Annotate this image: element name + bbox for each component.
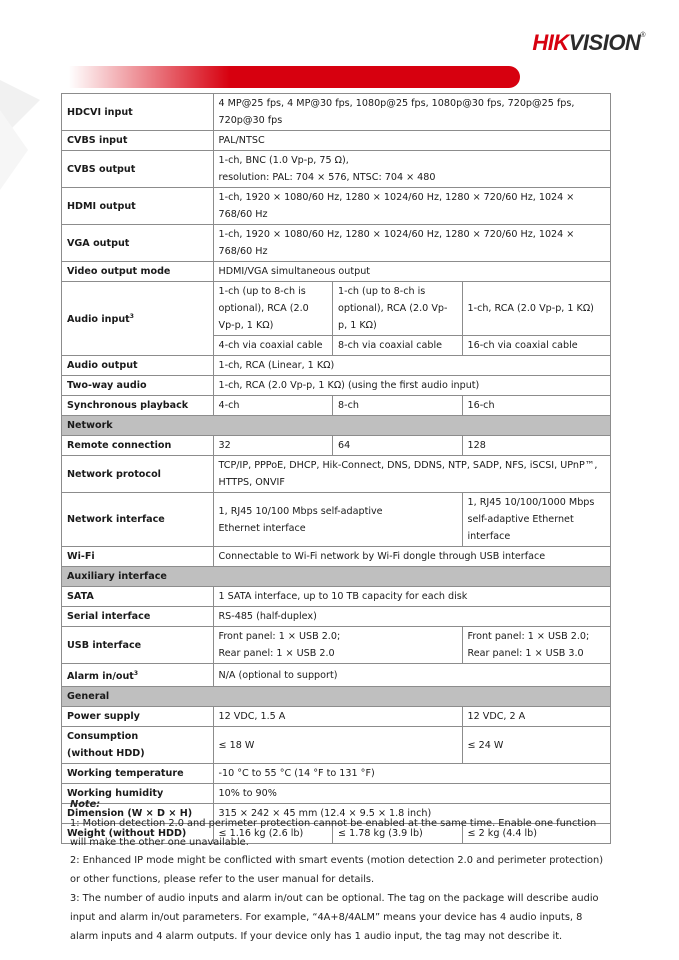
row-value: -10 °C to 55 °C (14 °F to 131 °F) [213,764,611,784]
row-value: 1-ch, RCA (Linear, 1 KΩ) [213,356,611,376]
row-label: Two-way audio [62,376,214,396]
table-row [62,764,611,784]
table-row [62,436,611,456]
row-value: 4-ch [213,396,333,416]
header-banner [0,66,520,88]
row-value: RS-485 (half-duplex) [213,607,611,627]
table-row [62,396,611,416]
row-value: N/A (optional to support) [213,664,611,687]
row-value: TCP/IP, PPPoE, DHCP, Hik-Connect, DNS, DDNS, NTP, SADP, NFS, iSCSI, UPnP™, HTTPS, ONVIF [213,456,611,493]
row-value: 64 [333,436,462,456]
row-value: 8-ch via coaxial cable [333,336,462,356]
note-item: 2: Enhanced IP mode might be conflicted with smart events (motion detection 2.0 and perimeter protection) or other functions, please refer to the user manual for details. [70,855,604,886]
row-value: 1-ch, BNC (1.0 Vp-p, 75 Ω), resolution: PAL: 704 × 576, NTSC: 704 × 480 [213,151,611,188]
row-value: 1-ch, RCA (2.0 Vp-p, 1 KΩ) [462,282,610,336]
table-row [62,262,611,282]
row-value: 4-ch via coaxial cable [213,336,333,356]
row-value: 1-ch (up to 8-ch is optional), RCA (2.0 Vp-p, 1 KΩ) [213,282,333,336]
note-item: 3: The number of audio inputs and alarm in/out can be optional. The tag on the package will describe audio input and alarm in/out parameters. For example, “4A+8/4ALM” means your device has 4 audio inputs, 8 alarm inputs and 4 alarm outputs. If your device only has 1 audio input, the tag may not describe it. [70,892,599,942]
row-value: 1, RJ45 10/100/1000 Mbps self-adaptive Ethernet interface [462,493,610,547]
row-value: PAL/NTSC [213,131,611,151]
row-label: CVBS input [62,131,214,151]
hikvision-logo: HIKVISION® [532,30,645,55]
row-value: 1, RJ45 10/100 Mbps self-adaptive Ethernet interface [213,493,462,547]
row-label: Video output mode [62,262,214,282]
table-row [62,282,611,336]
row-value: ≤ 18 W [213,727,462,764]
row-value: 1 SATA interface, up to 10 TB capacity for each disk [213,587,611,607]
note-item: 1: Motion detection 2.0 and perimeter protection cannot be enabled at the same time. Enable one function will make the other one unavailable. [70,817,597,848]
section-header [62,416,611,436]
row-value: 1-ch (up to 8-ch is optional), RCA (2.0 Vp-p, 1 KΩ) [333,282,462,336]
row-label: HDMI output [62,188,214,225]
row-value: ≤ 24 W [462,727,610,764]
table-row [62,587,611,607]
section-title: Auxiliary interface [62,567,611,587]
row-label: Working humidity [62,784,214,804]
row-value: 12 VDC, 2 A [462,707,610,727]
table-row [62,664,611,687]
table-row [62,376,611,396]
table-row [62,493,611,547]
row-label: Audio output [62,356,214,376]
row-value: 1-ch, 1920 × 1080/60 Hz, 1280 × 1024/60 Hz, 1280 × 720/60 Hz, 1024 × 768/60 Hz [213,188,611,225]
row-label: HDCVI input [62,94,214,131]
corner-decoration [0,80,60,200]
section-header [62,687,611,707]
row-label: SATA [62,587,214,607]
section-title: Network [62,416,611,436]
table-row [62,547,611,567]
table-row [62,456,611,493]
row-label: Synchronous playback [62,396,214,416]
table-row [62,707,611,727]
table-row [62,151,611,188]
row-value: ≤ 1.78 kg (3.9 lb) [333,824,462,844]
row-value: 10% to 90% [213,784,611,804]
table-row [62,188,611,225]
row-label: Serial interface [62,607,214,627]
row-value: 12 VDC, 1.5 A [213,707,462,727]
row-label: Consumption (without HDD) [62,727,214,764]
row-label: Power supply [62,707,214,727]
row-value: 8-ch [333,396,462,416]
note-title: Note: [70,799,101,810]
row-label: Weight (without HDD) [62,824,214,844]
row-value: 16-ch via coaxial cable [462,336,610,356]
row-value: HDMI/VGA simultaneous output [213,262,611,282]
row-value: 1-ch, 1920 × 1080/60 Hz, 1280 × 1024/60 Hz, 1280 × 720/60 Hz, 1024 × 768/60 Hz [213,225,611,262]
table-row [62,727,611,764]
row-label: Audio input$^3$ [62,282,214,356]
row-value: ≤ 2 kg (4.4 lb) [462,824,610,844]
section-header [62,567,611,587]
spec-table [61,93,611,844]
row-value: 128 [462,436,610,456]
row-label: Network interface [62,493,214,547]
row-label: USB interface [62,627,214,664]
row-value: Connectable to Wi-Fi network by Wi-Fi dongle through USB interface [213,547,611,567]
row-value: 1-ch, RCA (2.0 Vp-p, 1 KΩ) (using the first audio input) [213,376,611,396]
row-value: 4 MP@25 fps, 4 MP@30 fps, 1080p@25 fps, 1080p@30 fps, 720p@25 fps, 720p@30 fps [213,94,611,131]
row-label: Alarm in/out$^3$ [62,664,214,687]
table-row [62,94,611,131]
row-value: Front panel: 1 × USB 2.0; Rear panel: 1 × USB 3.0 [462,627,610,664]
row-value: Front panel: 1 × USB 2.0; Rear panel: 1 × USB 2.0 [213,627,462,664]
table-row [62,607,611,627]
row-value: ≤ 1.16 kg (2.6 lb) [213,824,333,844]
table-row [62,627,611,664]
section-title: General [62,687,611,707]
row-label: Dimension (W × D × H) [62,804,214,824]
notes-section [70,796,610,946]
table-row [62,356,611,376]
row-label: Network protocol [62,456,214,493]
table-row [62,225,611,262]
row-value: 315 × 242 × 45 mm (12.4 × 9.5 × 1.8 inch) [213,804,611,824]
row-label: Wi-Fi [62,547,214,567]
row-label: Remote connection [62,436,214,456]
row-value: 16-ch [462,396,610,416]
row-value: 32 [213,436,333,456]
row-label: CVBS output [62,151,214,188]
row-label: VGA output [62,225,214,262]
table-row [62,131,611,151]
row-label: Working temperature [62,764,214,784]
